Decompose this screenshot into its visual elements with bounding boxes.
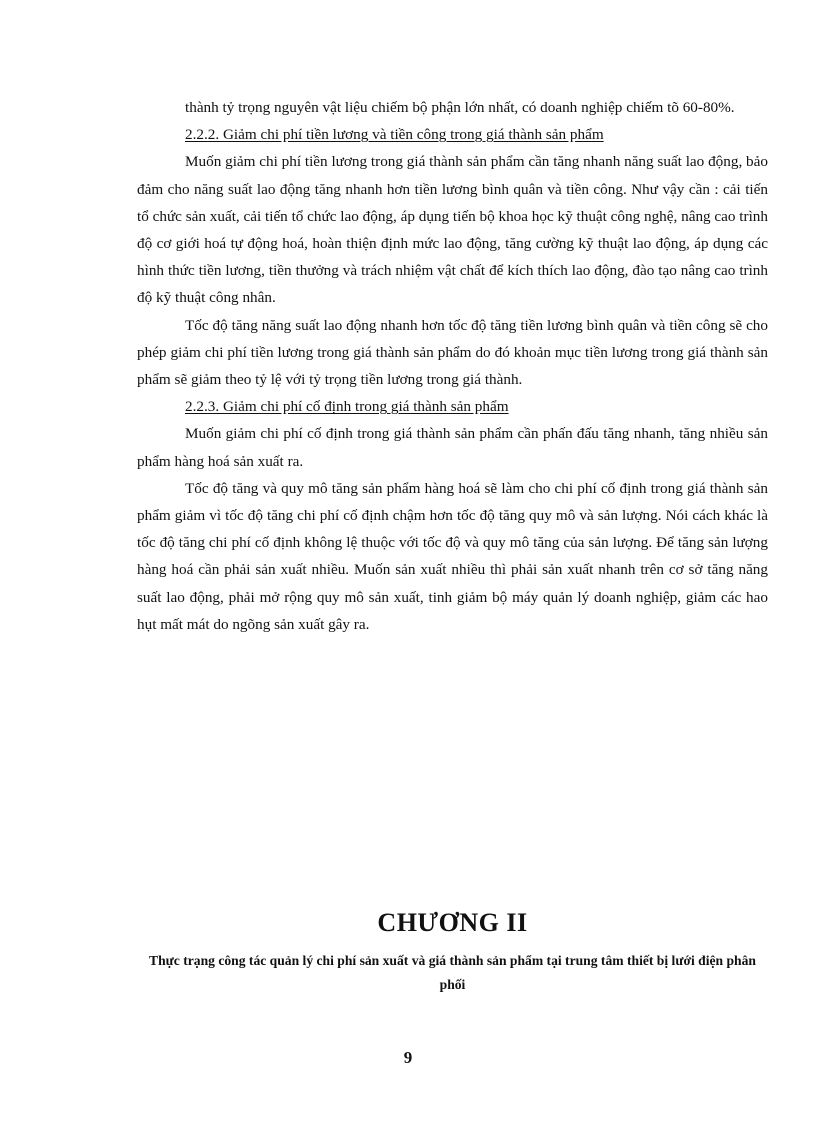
chapter-block [137, 903, 768, 997]
paragraph: Muốn giảm chi phí tiền lương trong giá thành sản phẩm cần tăng nhanh năng suất lao động, bảo đảm cho năng suất lao động tăng nhanh hơn tiền lương bình quân và tiền công. Như vậy cần : cải tiến tổ chức sản xuất, cải tiến tổ chức lao động, áp dụng tiến bộ khoa học kỹ thuật công nghệ, nâng cao trình độ cơ giới hoá tự động hoá, hoàn thiện định mức lao động, tăng cường kỹ thuật lao động, áp dụng các hình thức tiền lương, tiền thưởng và trách nhiệm vật chất để kích thích lao động, đào tạo nâng cao trình độ kỹ thuật công nhân. [137, 153, 768, 307]
section-heading-2-2-3: 2.2.3. Giảm chi phí cố định trong giá thành sản phẩm [185, 398, 509, 416]
paragraph: Muốn giảm chi phí cố định trong giá thành sản phẩm cần phấn đấu tăng nhanh, tăng nhiều sản phẩm hàng hoá sản xuất ra. [137, 425, 768, 470]
paragraph: Tốc độ tăng và quy mô tăng sản phẩm hàng hoá sẽ làm cho chi phí cố định trong giá thành sản phẩm giảm vì tốc độ tăng chi phí cố định chậm hơn tốc độ tăng quy mô và sản lượng. Nói cách khác là tốc độ tăng chi phí cố định không lệ thuộc với tốc độ và quy mô tăng của sản lượng. Để tăng sản lượng hàng hoá cần phải sản xuất nhiều. Muốn sản xuất nhiều thì phải sản xuất nhanh trên cơ sở tăng năng suất lao động, phải mở rộng quy mô sản xuất, tinh giảm bộ máy quản lý doanh nghiệp, giảm các hao hụt mất mát do ngõng sản xuất gây ra. [137, 479, 768, 633]
paragraph: Tốc độ tăng năng suất lao động nhanh hơn tốc độ tăng tiền lương bình quân và tiền công sẽ cho phép giảm chi phí tiền lương trong giá thành sản phẩm do đó khoản mục tiền lương trong giá thành sản phẩm sẽ giảm theo tỷ lệ với tỷ trọng tiền lương trong giá thành. [137, 316, 768, 389]
chapter-subtitle: Thực trạng công tác quản lý chi phí sản xuất và giá thành sản phẩm tại trung tâm thiết bị lưới điện phân phối [149, 953, 756, 992]
page-number: 9 [403, 1048, 413, 1067]
body-text [137, 94, 768, 638]
chapter-title: CHƯƠNG II [377, 908, 528, 937]
paragraph-continuation: thành tỷ trọng nguyên vật liệu chiếm bộ phận lớn nhất, có doanh nghiệp chiếm tõ 60-80%. [185, 99, 735, 116]
section-heading-2-2-2: 2.2.2. Giảm chi phí tiền lương và tiền công trong giá thành sản phẩm [185, 126, 604, 144]
